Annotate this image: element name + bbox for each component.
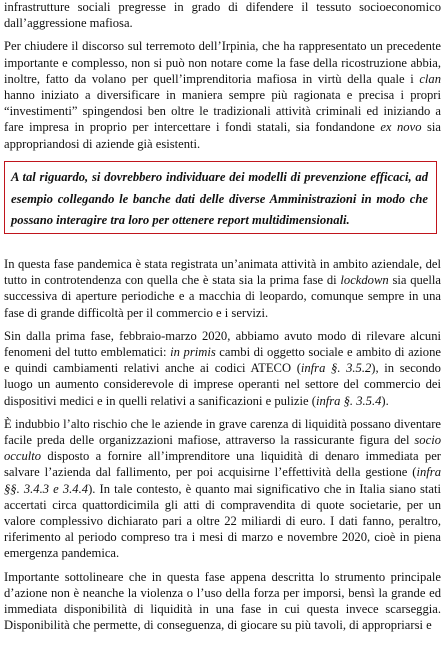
paragraph-pandemia — [4, 256, 441, 321]
text-span: sia quella successiva di aperture periodiche e a macchia di leopardo, comunque sempre in una fase di grande difficoltà per il commercio e i servizi. — [4, 273, 441, 320]
text-span: In questa fase pandemica è stata registrata un’animata attività in ambito aziendale, del tutto in controtendenza con quella che è stata sia la prima fase di — [4, 257, 441, 288]
paragraph-importante: Importante sottolineare che in questa fase appena descritta lo strumento principale d’azione non è neanche la violenza o l’uso della forza per imporsi, bensì la grande ed immediata disponibilità di liquidità in una fase in cui questa invece scarseggia. Disponibilità che permette, di conseguenza, di giocare su più tavoli, di appropriarsi e — [4, 569, 441, 633]
italic-term: lockdown — [340, 273, 389, 288]
callout-text: A tal riguardo, si dovrebbero individuare dei modelli di prevenzione efficaci, ad esempio collegando le banche dati delle diverse Amministrazioni in modo che possano interagire tra loro per ottenere report multidimensionali. — [11, 170, 428, 227]
italic-term: socio occulto — [4, 433, 441, 464]
text-span: ), in secondo luogo un aumento considerevole di imprese operanti nel settore del commercio dei dispositivi medici e in quelli relativi a sanificazioni e pulizie ( — [4, 361, 441, 408]
text-span: disposto a fornire all’imprenditore una liquidità di denaro immediata per salvare l’azienda dal fallimento, per poi acquisirne l’effettività della gestione ( — [4, 449, 441, 480]
cross-reference: infra §. 3.5.2 — [300, 361, 372, 376]
italic-term: ex novo — [380, 120, 422, 135]
document-page — [4, 0, 441, 152]
paragraph-intro: infrastrutture sociali pregresse in grado di difendere il tessuto socioeconomico dall’aggressione mafiosa. — [4, 0, 441, 31]
text-span: Per chiudere il discorso sul terremoto dell’Irpinia, che ha rappresentato un precedente importante e complesso, non si può non notare come la fase della ricostruzione abbia, inoltre, fatto da volano per quell’imprenditoria mafiosa in virtù della quale i — [4, 39, 441, 86]
cross-reference: infra §§. 3.4.3 e 3.4.4 — [4, 465, 441, 496]
highlight-callout-box — [4, 161, 437, 234]
paragraph-irpinia — [4, 38, 441, 151]
text-span: È indubbio l’alto rischio che le aziende in grave carenza di liquidità possano diventare facile preda delle organizzazioni mafiose, attraverso la rassicurante figura del — [4, 416, 441, 448]
text-span: ). In tale contesto, è quanto mai significativo che in Italia siano stati accertati circa quattordicimila gli atti di compravendita di quote societarie, per un valore complessivo dichiarato pari a oltre 22 miliardi di euro. I dati fanno, peraltro, riferimento al periodo compreso tra i mesi di marzo e novembre 2020, cioè in piena emergenza pandemica. — [4, 481, 441, 561]
text-span: hanno iniziato a diversificare in maniera sempre più ragionata e precisa i propri “investimenti” spingendosi ben oltre le tradizionali attività criminali ed iniziando a fare impresa in proprio per intercettare i fondi statali, sia fondandone — [4, 88, 441, 135]
document-lower-section — [4, 256, 441, 640]
text-span: cambi di oggetto sociale e ambito di azione e quindi cambiamenti relativi anche ai codici ATECO ( — [4, 345, 441, 376]
italic-term: clan — [419, 71, 441, 86]
cross-reference: infra §. 3.5.4 — [315, 393, 382, 408]
text-span: sia appropriandosi di aziende già esistenti. — [4, 120, 441, 151]
text-span: ). — [381, 393, 389, 408]
text-span: Sin dalla prima fase, febbraio-marzo 2020, abbiamo avuto modo di rilevare alcuni fenomeni del tutto emblematici: — [4, 328, 441, 360]
paragraph-sin-dalla-prima-fase — [4, 328, 441, 409]
italic-term: in primis — [170, 345, 216, 360]
paragraph-indubbio — [4, 416, 441, 562]
